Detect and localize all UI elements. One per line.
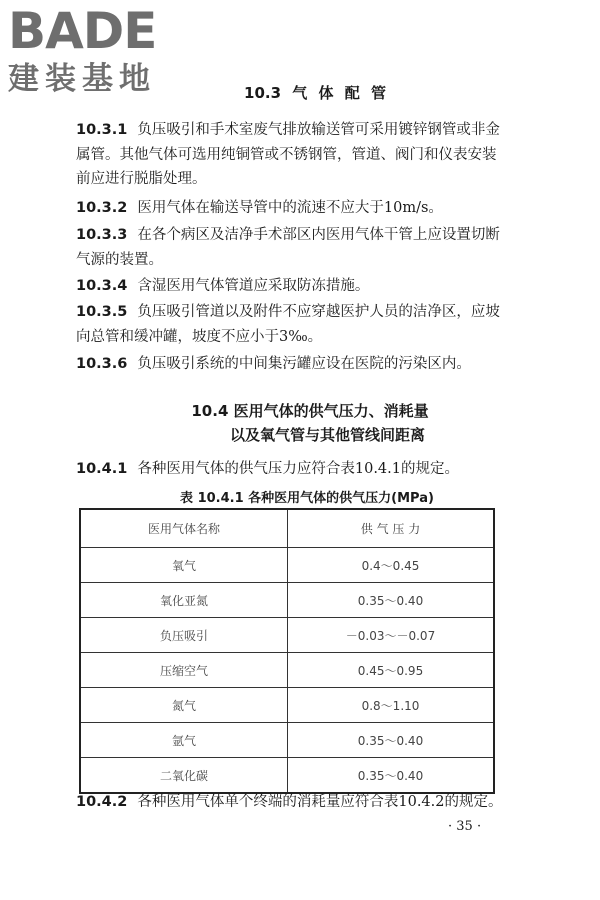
- clause-text: 负压吸引和手术室废气排放输送管可采用镀锌钢管或非金属管。其他气体可选用纯铜管或不锈钢管，管道、阀门和仪表安装前应进行脱脂处理。: [76, 122, 500, 187]
- pressure-cell: 0.45～0.95: [288, 653, 495, 688]
- clause-text: 含湿医用气体管道应采取防冻措施。: [137, 278, 370, 294]
- table-row: [80, 723, 494, 758]
- gas-name-cell: 氩气: [80, 723, 288, 758]
- page-number: · 35 ·: [448, 819, 482, 834]
- clause-number: 10.3.1: [76, 122, 128, 138]
- section-title-10-3: 10.3 气 体 配 管: [244, 84, 386, 102]
- gas-name-cell: 负压吸引: [80, 618, 288, 653]
- pressure-cell: 0.35～0.40: [288, 723, 495, 758]
- table-row: [80, 758, 494, 794]
- gas-name-cell: 氧化亚氮: [80, 583, 288, 618]
- clause-10-3-1: [76, 118, 510, 192]
- gas-name-cell: 压缩空气: [80, 653, 288, 688]
- logo-wordmark: BADE: [8, 2, 157, 60]
- clause-text: 负压吸引管道以及附件不应穿越医护人员的洁净区，应坡向总管和缓冲罐，坡度不应小于3‰。: [76, 304, 500, 345]
- clause-text: 负压吸引系统的中间集污罐应设在医院的污染区内。: [137, 356, 471, 372]
- clause-number: 10.4.2: [76, 794, 128, 810]
- table-caption: 表 10.4.1 各种医用气体的供气压力(MPa): [180, 491, 434, 506]
- clause-text: 医用气体在输送导管中的流速不应大于10m/s。: [137, 200, 443, 216]
- clause-number: 10.3.5: [76, 304, 128, 320]
- pressure-cell: 0.8～1.10: [288, 688, 495, 723]
- clause-10-4-1: [76, 457, 510, 482]
- table-row: [80, 618, 494, 653]
- clause-number: 10.3.4: [76, 278, 128, 294]
- table-row: [80, 653, 494, 688]
- gas-name-cell: 二氧化碳: [80, 758, 288, 794]
- clause-text: 各种医用气体的供气压力应符合表10.4.1的规定。: [137, 461, 459, 477]
- pressure-cell: 0.35～0.40: [288, 583, 495, 618]
- pressure-cell: 0.35～0.40: [288, 758, 495, 794]
- logo-subtitle: 建装基地: [8, 61, 156, 97]
- table-row: [80, 688, 494, 723]
- clause-10-3-6: [76, 352, 510, 377]
- table-row: [80, 548, 494, 583]
- table-header: 供 气 压 力: [288, 509, 495, 548]
- clause-10-3-3: [76, 223, 510, 272]
- table-header: 医用气体名称: [80, 509, 288, 548]
- clause-number: 10.3.3: [76, 227, 128, 243]
- table-row: [80, 583, 494, 618]
- pressure-cell: 0.4～0.45: [288, 548, 495, 583]
- clause-10-3-5: [76, 300, 510, 349]
- clause-10-4-2: [76, 790, 510, 815]
- section-title-10-4-line1: 10.4 医用气体的供气压力、消耗量: [191, 402, 429, 420]
- table-header-row: [80, 509, 494, 548]
- clause-number: 10.3.6: [76, 356, 128, 372]
- gas-pressure-table: [79, 508, 495, 794]
- clause-text: 在各个病区及洁净手术部区内医用气体干管上应设置切断气源的装置。: [76, 227, 500, 268]
- pressure-cell: －0.03～－0.07: [288, 618, 495, 653]
- clause-10-3-4: [76, 274, 510, 299]
- clause-text: 各种医用气体单个终端的消耗量应符合表10.4.2的规定。: [137, 794, 503, 810]
- clause-number: 10.4.1: [76, 461, 128, 477]
- clause-10-3-2: [76, 196, 510, 221]
- gas-name-cell: 氧气: [80, 548, 288, 583]
- gas-name-cell: 氮气: [80, 688, 288, 723]
- section-title-10-4-line2: 以及氧气管与其他管线间距离: [229, 426, 425, 444]
- clause-number: 10.3.2: [76, 200, 128, 216]
